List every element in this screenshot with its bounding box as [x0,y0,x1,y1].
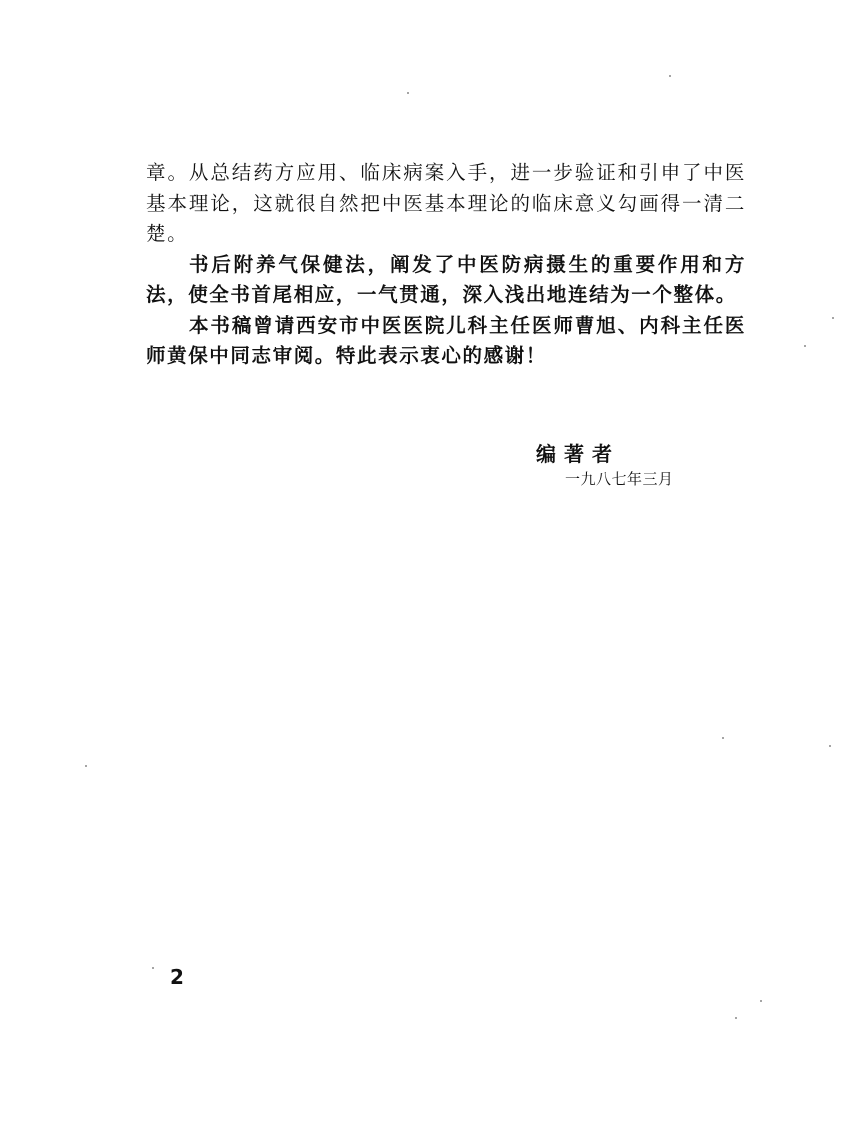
scan-speck [735,1017,737,1019]
page-number: 2 [170,965,184,989]
scan-speck [832,317,834,319]
scan-speck [85,765,87,767]
scan-speck [804,345,806,347]
signature-date: 一九八七年三月 [565,470,674,488]
paragraph-conclusion: 章。从总结药方应用、临床病案入手，进一步验证和引申了中医基本理论，这就很自然把中医基本理论的临床意义勾画得一清二楚。 [146,161,746,245]
paragraph-acknowledgement: 本书稿曾请西安市中医医院儿科主任医师曹旭、内科主任医师黄保中同志审阅。特此表示衷心的感谢！ [146,313,746,367]
scan-speck [407,92,409,94]
paragraph-appendix: 书后附养气保健法，阐发了中医防病摄生的重要作用和方法，使全书首尾相应，一气贯通，深入浅出地连结为一个整体。 [146,252,746,306]
body-text [146,158,746,372]
scan-speck [152,967,154,969]
scan-speck [669,75,671,77]
scan-speck [760,1000,762,1002]
scan-speck [722,737,724,739]
author-signature: 编著者 [536,442,620,466]
scan-speck [829,745,831,747]
